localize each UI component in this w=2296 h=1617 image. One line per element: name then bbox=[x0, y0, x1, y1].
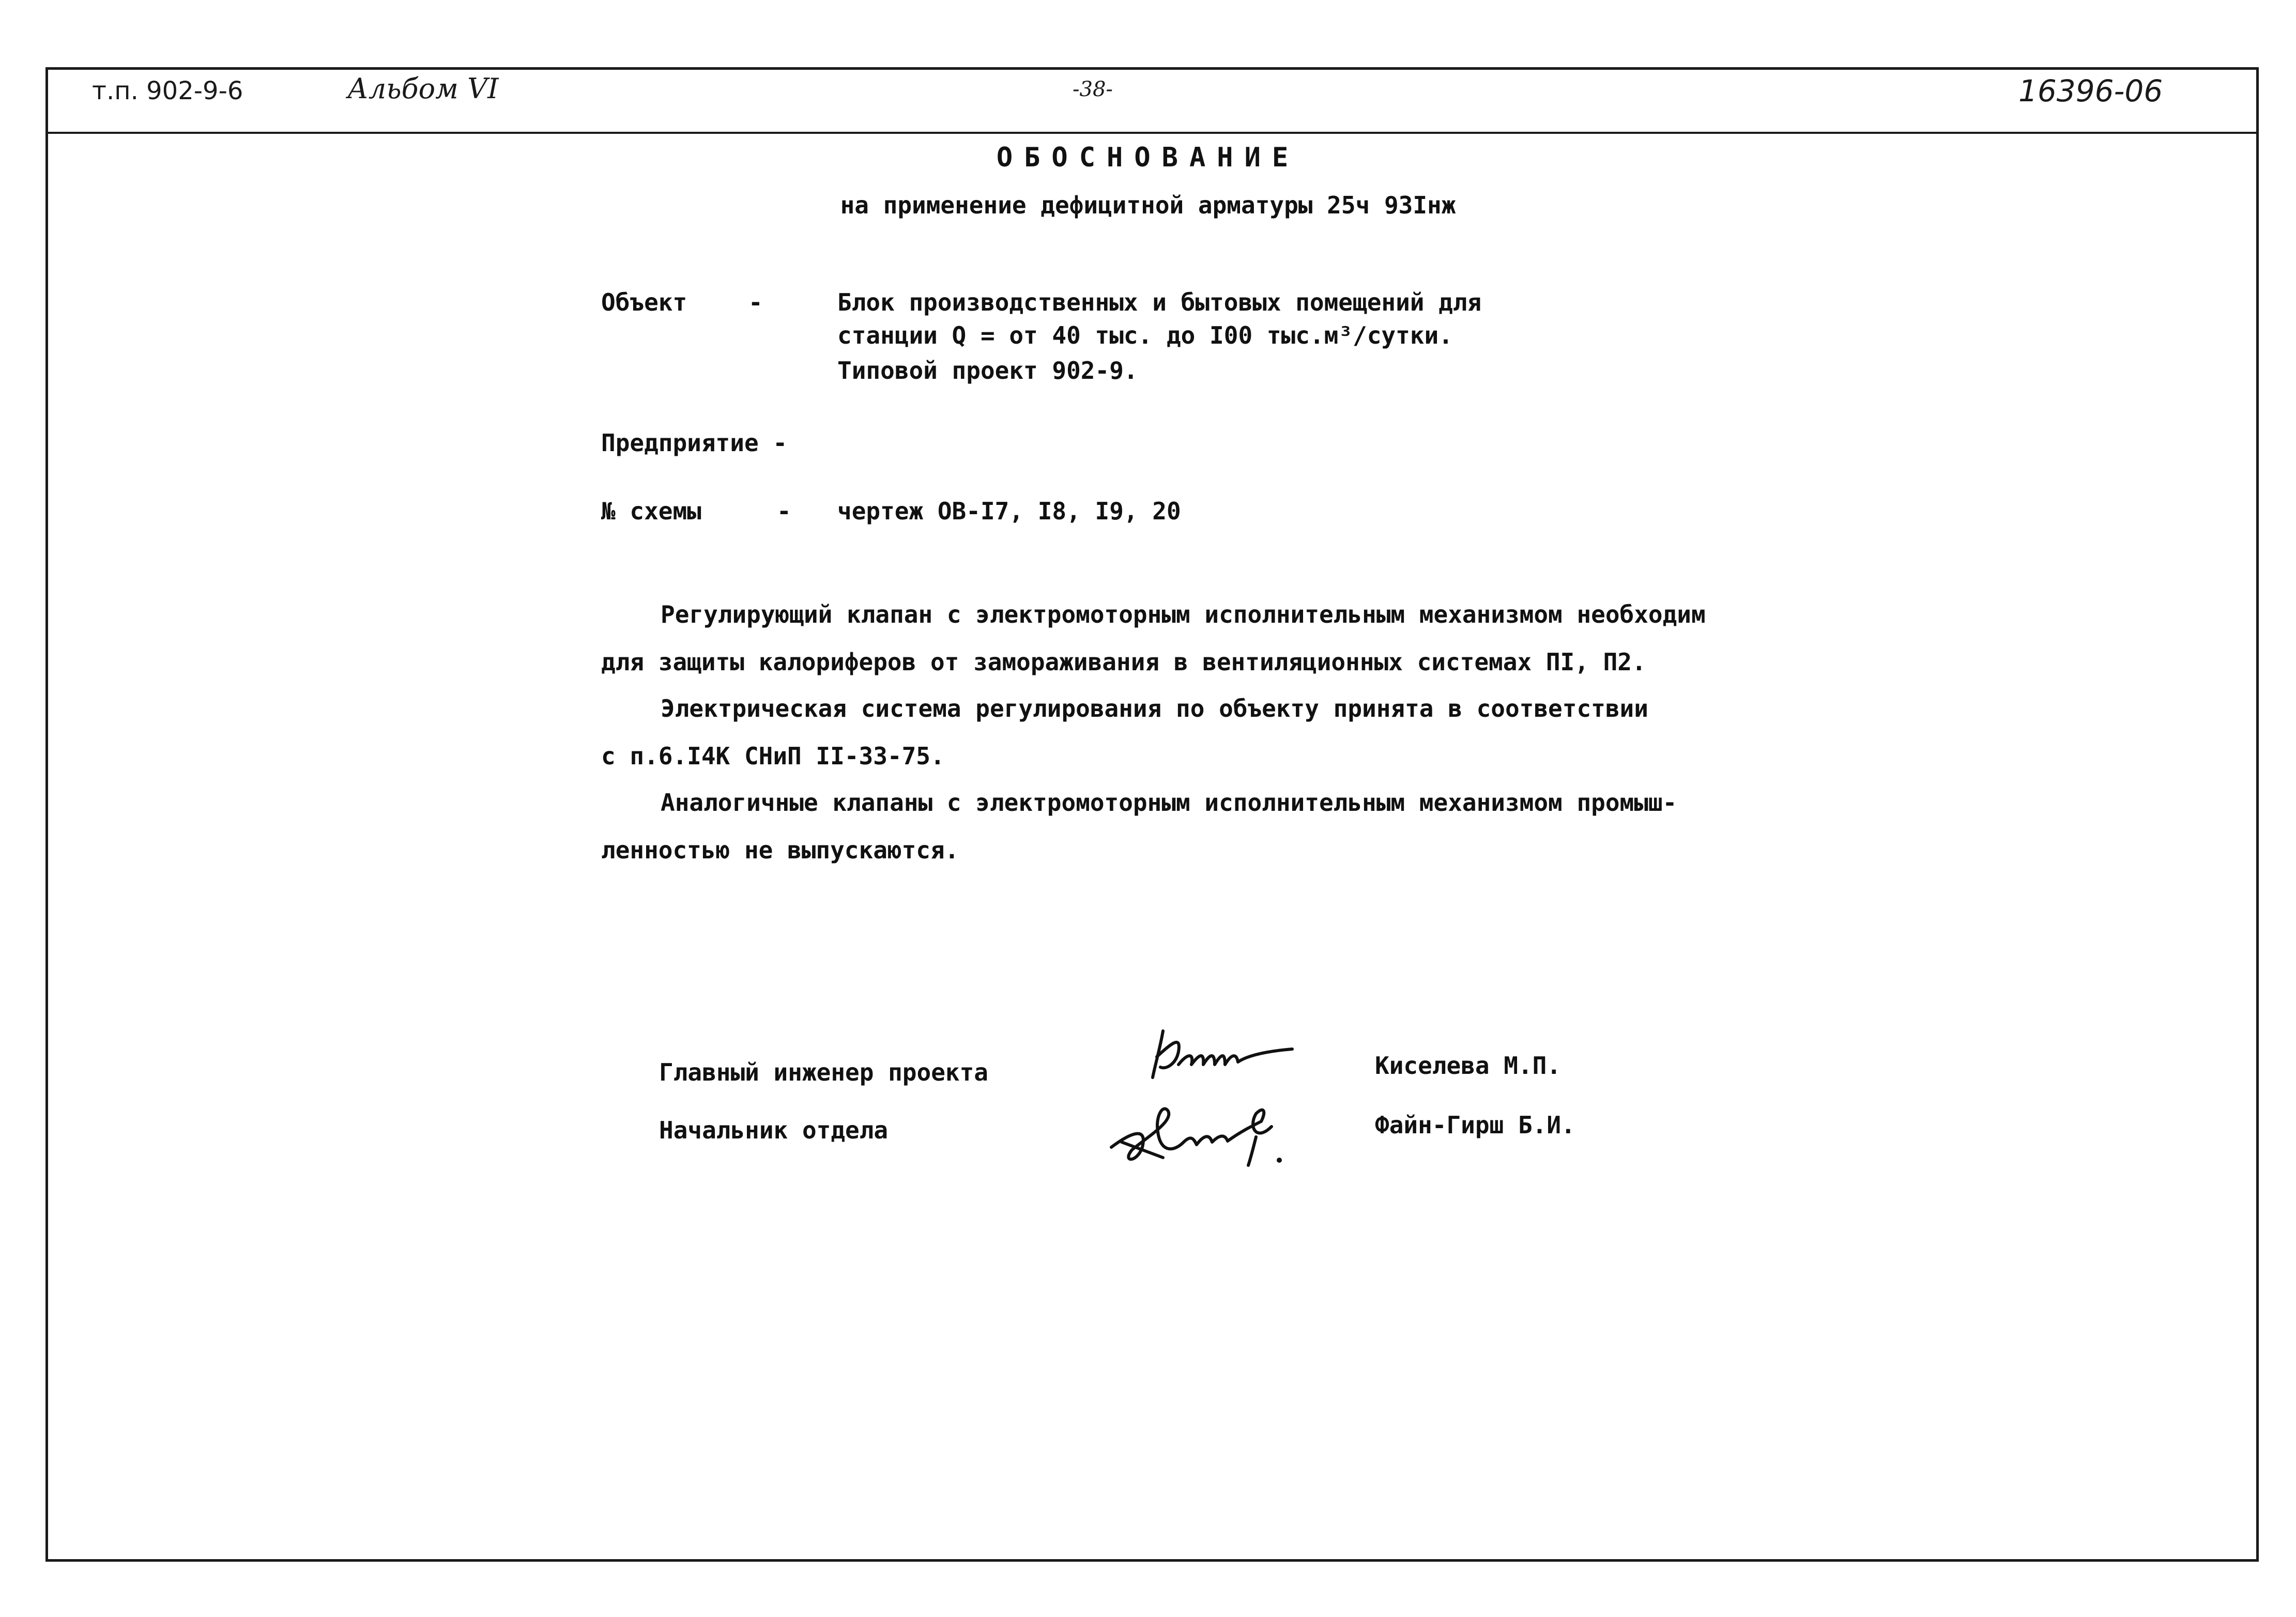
document-code: 16396-06 bbox=[2018, 73, 2163, 109]
album-label: Альбом VI bbox=[347, 72, 499, 105]
signature-name-department-head: Файн-Гирш Б.И. bbox=[1375, 1111, 1575, 1139]
scheme-value: чертеж ОВ-I7, I8, I9, 20 bbox=[837, 497, 1181, 525]
body-line-5: Аналогичные клапаны с электромоторным исполнительным механизмом промыш- bbox=[661, 789, 1677, 817]
object-label: Объект bbox=[601, 288, 687, 316]
object-line-1: Блок производственных и бытовых помещений для bbox=[837, 288, 1482, 316]
body-line-3: Электрическая система регулирования по объекту принята в соответствии bbox=[661, 695, 1648, 722]
enterprise-label: Предприятие - bbox=[601, 429, 788, 457]
scheme-label: № схемы bbox=[601, 497, 701, 525]
page-number: -38- bbox=[1073, 78, 1113, 101]
object-line-2: станции Q = от 40 тыс. до I00 тыс.м³/сутки. bbox=[837, 321, 1453, 349]
object-line-3: Типовой проект 902-9. bbox=[837, 357, 1138, 384]
signature-role-chief-engineer: Главный инженер проекта bbox=[659, 1058, 988, 1086]
body-line-1: Регулирующий клапан с электромоторным исполнительным механизмом необходим bbox=[661, 600, 1706, 628]
object-dash: - bbox=[748, 288, 763, 316]
project-series: т.п. 902-9-6 bbox=[92, 76, 243, 105]
scheme-dash: - bbox=[777, 497, 791, 525]
body-line-2: для защиты калориферов от замораживания в вентиляционных системах ПI, П2. bbox=[601, 648, 1646, 676]
body-line-4: с п.6.I4К СНиП II-33-75. bbox=[601, 742, 945, 770]
document-title: ОБОСНОВАНИЕ bbox=[996, 142, 1300, 173]
handwritten-signature-2 bbox=[1101, 1090, 1318, 1173]
signature-role-department-head: Начальник отдела bbox=[659, 1116, 889, 1144]
body-line-6: ленностью не выпускаются. bbox=[601, 836, 959, 864]
signature-name-chief-engineer: Киселева М.П. bbox=[1375, 1052, 1562, 1080]
header-divider bbox=[45, 132, 2259, 134]
handwritten-signature-1 bbox=[1142, 1021, 1323, 1088]
document-subtitle: на применение дефицитной арматуры 25ч 93Iнж bbox=[840, 191, 1456, 219]
